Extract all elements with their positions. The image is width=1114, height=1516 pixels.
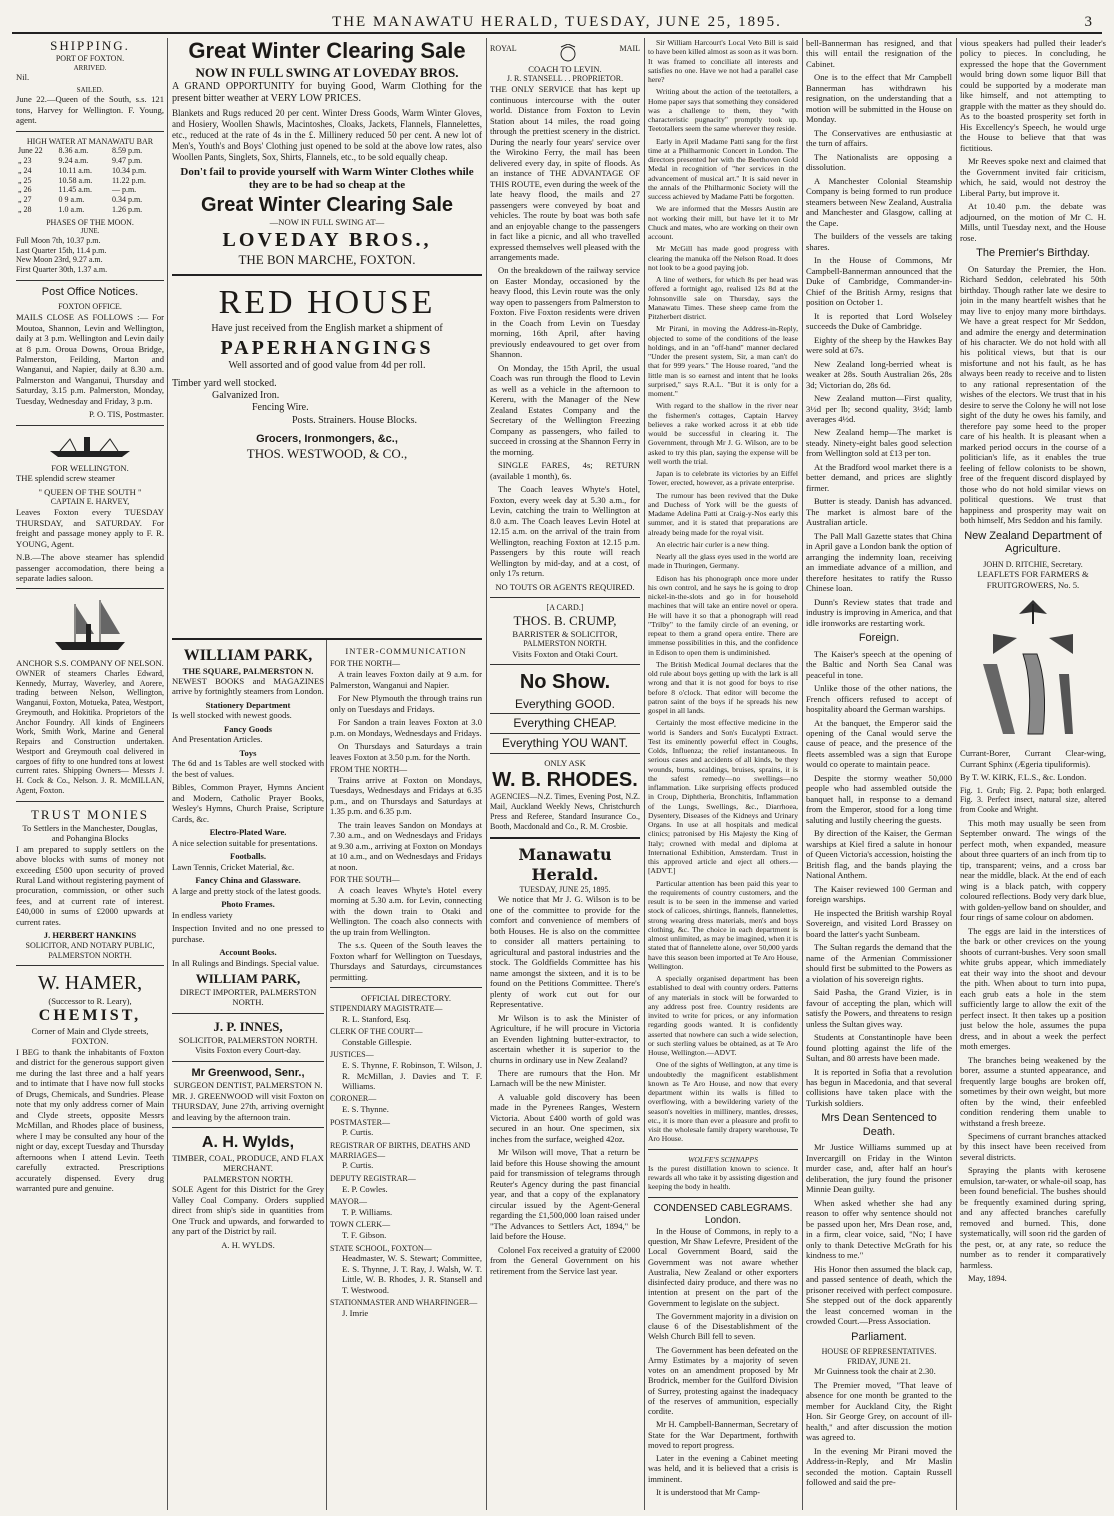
wellington-intro: THE splendid screw steamer bbox=[16, 473, 116, 484]
agriculture-text-2: The eggs are laid in the interstices of the bark or other crevices on the young shoots of currant-bushes. Very soon small white grubs appear, which immediately eat their way into the shoot and devour the pith. When about to turn into pupa, each grub eats a hole in the stem sufficiently large to allow the exit of the perfect insect. It then takes up a position just below the hole, assumes the pupa dress, and in about a week the perfect moth emerges. bbox=[960, 925, 1106, 1052]
red-house-item: Fencing Wire. bbox=[252, 402, 309, 414]
column-rule bbox=[644, 38, 645, 1510]
tide-cell: „ 24 bbox=[18, 165, 32, 175]
news-item: The Sultan regards the demand that the name of the Armenian Commissioner should first be submitted to the Powers as a violation of his sovereign rights. bbox=[806, 942, 952, 984]
news-item: In the House of Commons, Mr Campbell-Bannerman announced that the Duke of Cambridge, Commander-in-Chief of the British Army, resigns that position on October 1. bbox=[806, 255, 952, 308]
news-item: Butter is steady. Danish has advanced. The market is almost bare of the Australian article. bbox=[806, 496, 952, 528]
tide-cell: 0 9 a.m. bbox=[58, 195, 85, 205]
arrived-text: Nil. bbox=[16, 72, 30, 83]
sale-text: A GRAND OPPORTUNITY for buying Good, Warm Clothing for the present bitter weather at VERY LOW PRICES. bbox=[172, 80, 482, 104]
post-office: FOXTON OFFICE. bbox=[58, 302, 122, 312]
directory-items bbox=[330, 1004, 482, 1319]
tide-row bbox=[16, 156, 164, 166]
news-item: The Kaiser's speech at the opening of the Baltic and North Sea Canal was peaceful in tone. bbox=[806, 648, 952, 680]
herald-text-3: There are rumours that the Hon. Mr Larnach will be the new Minister. bbox=[490, 1068, 640, 1089]
inter-item: For Sandon a train leaves Foxton at 3.0 p.m. on Mondays, Wednesdays and Fridays. bbox=[330, 717, 482, 738]
red-house-heading: RED HOUSE bbox=[218, 283, 436, 321]
cable-text-6: It is understood that Mr Camp- bbox=[656, 1487, 760, 1497]
directory-heading: STATIONMASTER AND WHARFINGER— bbox=[330, 1298, 478, 1308]
news-item: When asked whether she had any reason to offer why sentence should not be passed upon her, Mrs Dean rose, and, in a firm, clear voice, said, "No; I have only to thank Detective McGrath for his kindness to me." bbox=[806, 1197, 952, 1261]
arrived-label: ARRIVED. bbox=[73, 63, 107, 72]
column-3 bbox=[490, 38, 640, 1510]
tide-cell: — p.m. bbox=[111, 185, 137, 195]
innes-text: SOLICITOR, PALMERSTON NORTH. Visits Foxton every Court-day. bbox=[178, 1034, 318, 1056]
wylds-city: PALMERSTON NORTH. bbox=[203, 1173, 293, 1184]
red-house-item: Timber yard well stocked. bbox=[172, 378, 277, 390]
directory-heading: JUSTICES— bbox=[330, 1050, 374, 1060]
news-item: A Manchester Colonial Steamship Company is being formed to run produce steamers between New Zealand, Australia and Manchester and Glasgow, calling at the Cape. bbox=[806, 175, 952, 228]
crump-name: THOS. B. CRUMP, bbox=[513, 612, 617, 628]
park-item-text: Bibles, Common Prayer, Hymns Ancient and Modern, Catholic Prayer Books, Wesley's Hymns, Church Praise, Scripture Cards, &c. bbox=[172, 782, 324, 824]
inter-item: The s.s. Queen of the South leaves the Foxton wharf for Wellington on Tuesdays, Thursdays and Saturdays, circumstances permitting. bbox=[330, 940, 482, 982]
news-item: New Zealand long-berried wheat is weaker at 28s. South Australian 26s, 28s 3d; Victorian do, 28s 6d. bbox=[806, 358, 952, 390]
mail-fares: SINGLE FARES, 4s; RETURN (available 1 month), 6s. bbox=[490, 460, 640, 481]
tide-table bbox=[16, 146, 164, 214]
park-item-text: In endless variety bbox=[172, 909, 233, 920]
park-item-heading: Toys bbox=[239, 747, 257, 758]
news-item: Writing about the action of the teetotallers, a Home paper says that something they considered was a challenge to them, they "with characteristic pugnacity" promptly took up. Teetotallers seem the same wherever they reside. bbox=[648, 87, 798, 134]
inter-south: FOR THE SOUTH— bbox=[330, 875, 400, 885]
news-item: An electric hair curler is a new thing. bbox=[656, 539, 770, 549]
directory-heading: DEPUTY REGISTRAR— bbox=[330, 1173, 416, 1183]
sailed-label: SAILED. bbox=[76, 85, 104, 94]
sale-items: Blankets and Rugs reduced 20 per cent. Winter Dress Goods, Warm Winter Gloves, and Hosiery, Woollen Shawls, Macintoshes, Cloaks, Jackets, Flannels, Flannelettes, etc., reduced at the rate of 4s in the £. Millinery reduced 50 per cent. A new lot of Men's, Youth's and Boys' Clothing just opened to be sold at the above low rates, also Woollen Pants, Singlets, Sox, Shirts, Flannels, etc., to be sold equally cheap. bbox=[172, 108, 482, 162]
cable-text-2: The Government majority in a division on clause 6 of the Disestablishment of the Welsh Church Bill fell to seven. bbox=[648, 1311, 798, 1342]
herald-text-2: Mr Wilson is to ask the Minister of Agriculture, if he will procure in Victoria an Evenden lightning butter-extractor, to ascertain whether it is superior to the churns in ordinary use in New Zealand? bbox=[490, 1012, 640, 1065]
park-item-text: Inspection Invited and no one pressed to purchase. bbox=[172, 923, 324, 944]
news-item: vious speakers had pulled their leader's policy to pieces. In concluding, he expressed the hope that the Government would bring down some liquor Bill that could be supported by a moderate man like himself, and not attempting to grapple with the matter as they should do. As to the boasted prosperity set forth in His Excellency's Speech, he would urge the House to believe that that was fictitious. bbox=[960, 38, 1106, 153]
wylds-sign: A. H. WYLDS. bbox=[221, 1239, 275, 1250]
herald-text-4: A valuable gold discovery has been made in the Pyrenees Ranges, Western Victoria. About £400 worth of gold was secured in an hour. One specimen, six inches from the surface, weighed 42oz. bbox=[490, 1091, 640, 1144]
column-6 bbox=[960, 38, 1106, 1510]
shipping-heading: SHIPPING. bbox=[50, 38, 130, 53]
news-item: Mr Justice Williams summed up at Invercargill on Friday in the Winton murder case, and, after half an hour's deliberation, the jury found the prisoner Minnie Dean guilty. bbox=[806, 1142, 952, 1195]
parliament-heading: Parliament. bbox=[851, 1330, 907, 1343]
agriculture-heading: New Zealand Department of Agriculture. bbox=[964, 529, 1102, 556]
news-item: Edison has his phonograph once more under his own control, and he says he is going to drop nickel-in-the-slots and go in for household machines that will take an entire novel or opera. He will have it so that a phonograph will read "Trilby" to the family circle of an evening, or repeat to them a grand opera entire. There are immense possibilities in this, and the confidence in Edison to open them is undiminished. bbox=[648, 573, 798, 657]
cable-text-5: Later in the evening a Cabinet meeting was held, and it is believed that a crisis is imminent. bbox=[648, 1454, 798, 1484]
news-item: A specially organised department has been established to deal with country orders. Patterns of any materials in stock will be forwarded to any address post free. Country residents are invited to write for prices, or any information regarding goods wanted. It is confidently asserted that nowhere can such a wide selection, or such sterling values be obtained, as at Te Aro House, Wellington.—ADVT. bbox=[648, 974, 798, 1057]
only-ask: ONLY ASK bbox=[544, 757, 586, 768]
schnapps-text: Is the purest distillation known to science. It rewards all who take it by assisting digestion and keeping the body in health. bbox=[648, 1163, 798, 1192]
inter-north: FOR THE NORTH— bbox=[330, 659, 401, 669]
everything-want: Everything YOU WANT. bbox=[490, 734, 640, 754]
sale-bold: Don't fail to provide yourself with Warm Winter Clothes while they are to be had so cheap at the bbox=[180, 165, 474, 192]
column-rule bbox=[486, 38, 487, 1510]
column-1 bbox=[16, 38, 164, 1510]
news-item: Dunn's Review states that trade and industry is improving in America, and that idle ironworks are restarting work. bbox=[806, 596, 952, 628]
news-item: One is to the effect that Mr Campbell Bannerman has withdrawn his resignation, on the understanding that a motion will be submitted in the House on Monday. bbox=[806, 72, 952, 125]
hamer-sub: (Successor to R. Leary), bbox=[48, 995, 132, 1006]
inter-from-items bbox=[330, 775, 482, 872]
news-item: At the Bradford wool market there is a better demand, and prices are slightly firmer. bbox=[806, 461, 952, 493]
agencies-text: AGENCIES—N.Z. Times, Evening Post, N.Z. Mail, Auckland Weekly News, Christchurch Press and Referee, Standard Insurance Co., Booth, Macdonald and Co., R. M. Crosbie. bbox=[490, 792, 640, 831]
directory-heading: REGISTRAR OF BIRTHS, DEATHS AND MARRIAGES— bbox=[330, 1140, 471, 1160]
inter-items bbox=[330, 669, 482, 762]
cable-london: London. bbox=[704, 1214, 742, 1226]
park-item-heading: Footballs. bbox=[229, 851, 267, 862]
news-item: The British Medical Journal declares that the old rule about boys getting up with the lark is all wrong and that it is not good for boys to rise before 8 o'clock. That editor will become the patron saint of the boys if he spreads his new gospel in all lands. bbox=[648, 659, 798, 715]
red-house-list bbox=[172, 378, 482, 427]
red-house-sub: Have just received from the English market a shipment of bbox=[211, 323, 443, 335]
herald-text-6: Colonel Fox received a gratuity of £2000 from the General Government on his retirement from the Service last year. bbox=[490, 1244, 640, 1276]
tide-cell: 9.47 p.m. bbox=[111, 156, 143, 166]
red-house-firm: THOS. WESTWOOD, & CO., bbox=[246, 446, 408, 462]
mail-text-2: On the breakdown of the railway service on Easter Monday, occasioned by the heavy flood, this Levin route was the only way open to passengers from Palmerston to Foxton. Five Foxton residents were driven in the Coach from Levin on Tuesday morning, 16th April, after having previously endeavoured to get over from Shannon. bbox=[490, 265, 640, 360]
mail-touts: NO TOUTS OR AGENTS REQUIRED. bbox=[495, 581, 635, 592]
wellington-captain: CAPTAIN E. HARVEY, bbox=[50, 497, 130, 507]
news-item: His Honor then assumed the black cap, and passed sentence of death, which the prisoner received with perfect composure. She stepped out of the dock apparently the least concerned woman in the crowded Court.—Press Association. bbox=[806, 1263, 952, 1327]
tide-cell: June 22 bbox=[18, 146, 43, 156]
news-item: At the banquet, the Emperor said the opening of the Canal would serve the cause of peace, and the presence of the fleets assembled was a sign that Europe would co operate to maintain peace. bbox=[806, 717, 952, 770]
directory-value: E. P. Cowles. bbox=[342, 1183, 388, 1194]
tide-heading: HIGH WATER AT MANAWATU BAR bbox=[26, 136, 154, 146]
inter-item: A coach leaves Whyte's Hotel every morning at 5.30 a.m. for Levin, connecting with the down train to Otaki and Wellington. The coach also connects with the up train from Wellington. bbox=[330, 884, 482, 937]
tide-cell: 10.11 a.m. bbox=[58, 165, 93, 175]
mail-royal: ROYAL bbox=[490, 44, 517, 53]
park-item-text: The 6d and 1s Tables are well stocked with the best of values. bbox=[172, 758, 324, 779]
directory-value: E. S. Thynne. bbox=[342, 1104, 389, 1115]
agriculture-caption: Currant-Borer, Currant Clear-wing, Currant Sphinx (Ægeria tipuliformis). bbox=[960, 748, 1106, 769]
column-rule bbox=[326, 640, 327, 1510]
foreign-heading: Foreign. bbox=[858, 632, 900, 645]
directory-heading: TOWN CLERK— bbox=[330, 1220, 391, 1230]
masthead bbox=[12, 14, 1102, 34]
agriculture-text: This moth may usually be seen from September onward. The wings of the perfect moth, when expanded, measure about three quarters of an inch from tip to tip, transparent; veins, and a cross bar near the middle, black. At the end of each wing is a black patch, with coppery coloured reflections. Body very dark blue, with golden-yellow band on shoulder, and four rings of same colour on abdomen. bbox=[960, 817, 1106, 923]
column-2-right bbox=[330, 646, 482, 1510]
innes-heading: J. P. INNES, bbox=[213, 1018, 283, 1034]
ship-icon bbox=[40, 431, 140, 459]
mail-coach: COACH TO LEVIN. bbox=[528, 64, 602, 74]
trust-sign: J. HERBERT HANKINS bbox=[43, 930, 137, 941]
moon-phase: Full Moon 7th, 10.37 p.m. bbox=[16, 235, 101, 245]
news-item: Mr Guinness took the chair at 2.30. bbox=[814, 1366, 936, 1377]
tide-cell: „ 23 bbox=[18, 156, 32, 166]
everything-good: Everything GOOD. bbox=[490, 695, 640, 715]
herald-logo: Manawatu Herald. bbox=[518, 845, 612, 884]
directory-value: E. S. Thynne, F. Robinson, T. Wilson, J. R. McMillan, J. Davies and T. F. Williams. bbox=[342, 1060, 482, 1091]
directory-value: J. Imrie bbox=[342, 1308, 369, 1319]
red-house-paper: PAPERHANGINGS bbox=[220, 336, 434, 359]
page-number: 3 bbox=[1084, 14, 1094, 30]
moon-phase: First Quarter 30th, 1.37 a.m. bbox=[16, 265, 108, 275]
park-item-heading: Fancy Goods bbox=[224, 723, 272, 734]
news-item: Particular attention has been paid this year to the requirements of country customers, and the result is to be seen in the immense and varied stock of calicoes, shirtings, flannels, flannelettes, strong wearing dress materials, men's and boys clothing, &c. The choice in each department is almost unlimited, as may be imagined, when it is stated that of flannelette alone, over 50,000 yards have this season been imported at Te Aro House, Wellington. bbox=[648, 878, 798, 971]
herald-date: TUESDAY, JUNE 25, 1895. bbox=[519, 884, 611, 894]
cable-text: In the House of Commons, in reply to a question, Mr Shaw Lefevre, President of the Local Government Board, said the Government was not aware whether Australia, New Zealand or other exporters disinfected dairy produce, and there was no intention at present on the part of the Government to legislate on the subject. bbox=[648, 1226, 798, 1308]
park-item-text: And Presentation Articles. bbox=[172, 734, 263, 745]
tide-cell: 0.34 p.m. bbox=[111, 195, 143, 205]
tide-cell: 9.24 a.m. bbox=[58, 156, 89, 166]
red-house-item: Galvanized Iron. bbox=[212, 390, 280, 402]
directory-value: Headmaster, W. S. Stewart; Committee, E. S. Thynne, J. T. Ray, J. Walsh, W. T. Little, W. B. Rhodes, J. R. Stansell and T. Westwood. bbox=[342, 1253, 482, 1295]
birthday-text: On Saturday the Premier, the Hon. Richard Seddon, celebrated his 50th birthday. Though rather late we desire to join in the many heartfelt wishes that he may live to enjoy many more birthdays. We have a great respect for Mr Seddon, and admire the energy and determination of his character. We do not hold with all his political views, but that is our misfortune and not his fault, as he has always been ready to receive and to listen to any rational representation of the wishes of the electors. We trust that in his desire to serve the Colony he will not lose sight of the duty he owes his family, and therefore pay some heed to the proper care of his health. It is pleasant when a marked period occurs in the course of a politician's life, as it enables the true feeling of fellow colonists to be shown, free of the frequent discord displayed by those who do not hold similar views on political questions. We trust that happiness and prosperity may wait on both himself, Mrs Seddon and his family. bbox=[960, 263, 1106, 526]
park-item-text: A large and pretty stock of the latest goods. bbox=[172, 885, 322, 896]
mail-text: THE ONLY SERVICE that has kept up continuous intercourse with the outer world. Distance from Foxton to Levin Station about 14 miles, the road going through the prettiest scenery in the district. During the nearly four years' service over the Wirokino Ferry, the mail has been delivered every day, in spite of floods. As an instance of THE ADVANTAGE OF THIS ROUTE, even during the week of the late heavy flood, the mails and 27 passengers were conveyed by boat and vehicles. The route by boat was both safe and an enjoyable change to the passengers in fact like a picnic, and all who travelled expressed themselves well pleased with the arrangements made. bbox=[490, 84, 640, 262]
red-house-item: Posts. Strainers. House Blocks. bbox=[292, 414, 417, 426]
directory-heading: CLERK OF THE COURT— bbox=[330, 1027, 423, 1037]
news-item: With regard to the shallow in the river near the fishermen's cottages, Captain Harvey believes a rake worked across it at ebb tide would be successful in clearing it. The Government, through Mr J. G. Wilson, are to be asked to try this plan, saying the expense will be well worth the trial. bbox=[648, 401, 798, 466]
sale-address: THE BON MARCHE, FOXTON. bbox=[238, 251, 416, 267]
noshow-heading: No Show. bbox=[519, 671, 611, 694]
hamer-address: Corner of Main and Clyde streets, FOXTON. bbox=[31, 1025, 149, 1047]
tide-row bbox=[16, 195, 164, 205]
news-item: Mr McGill has made good progress with clearing the manuka off the Nelson Road. It does not look to be a good paying job. bbox=[648, 244, 798, 272]
news-item: Mr Reeves spoke next and claimed that the Government invited fair criticism, which, he said, would not destroy the Liberal Party, but improve it. bbox=[960, 156, 1106, 198]
dean-heading: Mrs Dean Sentenced to Death. bbox=[821, 1112, 937, 1138]
news-item: Eighty of the sheep by the Hawkes Bay were sold at 67s. bbox=[806, 334, 952, 356]
park-footer-2: DIRECT IMPORTER, PALMERSTON NORTH. bbox=[179, 986, 317, 1008]
news-item: Students at Constantinople have been found plotting against the life of the Sultan, and 80 arrests have been made. bbox=[806, 1032, 952, 1064]
news-item: It is reported that Lord Wolseley succeeds the Duke of Cambridge. bbox=[806, 310, 952, 332]
news-item: New Zealand mutton—First quality, 3½d per lb; second quality, 3½d; lamb averages 4½d. bbox=[806, 393, 952, 424]
mail-text-3: On Monday, the 15th April, the usual Coach was run through the flood to Levin as well as a vehicle in the afternoon to Kereru, with the Manager of the New Zealand Estates Company and the Secretary of the Wellington Freezing Company as passengers, who failed to succeed in crossing at the Shannon Ferry in the morning. bbox=[490, 362, 640, 457]
park-text: NEWEST BOOKS and MAGAZINES arrive by fortnightly steamers from London. bbox=[172, 676, 324, 697]
column-rule bbox=[956, 38, 957, 1510]
wylds-heading: A. H. Wylds, bbox=[201, 1134, 295, 1152]
moon-phase: Last Quarter 15th, 11.4 p.m. bbox=[16, 245, 107, 255]
parliament-house: HOUSE OF REPRESENTATIVES. bbox=[821, 1346, 937, 1356]
trust-sign-2: SOLICITOR, AND NOTARY PUBLIC, PALMERSTON NORTH. bbox=[25, 940, 155, 960]
tide-cell: 1.0 a.m. bbox=[58, 204, 85, 214]
news-item: Japan is to celebrate its victories by an Eiffel Tower, erected, however, as a private enterprise. bbox=[648, 469, 798, 488]
news-item: The rumour has been revived that the Duke and Duchess of York will be the guests of Madame Adelina Patti at Craig-y-Nos early this summer, and it is stated that preparations are already being made for the royal visit. bbox=[648, 490, 798, 537]
moon-phase: New Moon 23rd, 9.27 a.m. bbox=[16, 255, 103, 265]
tide-row bbox=[16, 205, 164, 215]
inter-from: FROM THE NORTH— bbox=[330, 765, 408, 775]
hamer-trade: CHEMIST, bbox=[38, 1007, 142, 1025]
news-item: The Conservatives are enthusiastic at the turn of affairs. bbox=[806, 127, 952, 149]
news-item: Nearly all the glass eyes used in the world are made in Thuringen, Germany. bbox=[648, 552, 798, 571]
inter-heading: INTER-COMMUNICATION bbox=[345, 646, 467, 656]
news-item: Said Pasha, the Grand Vizier, is in favour of accepting the plan, which will satisfy the Powers, and threatens to resign unless the Sultan gives way. bbox=[806, 987, 952, 1029]
column-rule bbox=[802, 38, 803, 1510]
park-item-text: Lawn Tennis, Cricket Material, &c. bbox=[172, 861, 295, 872]
tide-cell: „ 27 bbox=[18, 195, 32, 205]
inter-item: A train leaves Foxton daily at 9 a.m. for Palmerston, Wanganui and Napier. bbox=[330, 669, 482, 690]
moon-heading: PHASES OF THE MOON. bbox=[46, 217, 134, 227]
wylds-sub: TIMBER, COAL, PRODUCE, AND FLAX MERCHANT. bbox=[172, 1152, 324, 1174]
mail-mail: MAIL bbox=[619, 44, 640, 53]
red-house-value: Well assorted and of good value from 4d per roll. bbox=[228, 359, 426, 371]
everything-cheap: Everything CHEAP. bbox=[490, 714, 640, 734]
column-2-ads bbox=[172, 38, 482, 638]
wellington-text: Leaves Foxton every TUESDAY THURSDAY, and SATURDAY. For freight and passage money apply to F. R. YOUNG, Agent. bbox=[16, 507, 164, 549]
wellington-nb: N.B.—The above steamer has splendid passenger accomodation, there being a separate ladies saloon. bbox=[16, 552, 164, 583]
inter-south-items bbox=[330, 885, 482, 982]
column-2-left bbox=[172, 646, 324, 1510]
anchor-text: OWNER of steamers Charles Edward, Kennedy, Murray, Waverley, and Aorere, trading between Nelson, Wellington, Wanganui, Foxton, Motueka, Patea, Westport, Greymouth, and Hokitika. Proprietors of the Anchor Foundry. All kinds of Engineers Work, Smith Work, Marine and General Repairs and Construction undertaken. Westport and Greymouth coal delivered in cargoes of fifty to one hundred tons at lowest current rates. Shipping Owners— Messrs J. H. Cock & Co., Nelson. J. R. McMILLAN, Agent, Foxton. bbox=[16, 668, 164, 795]
park-item-text: In all Rulings and Bindings. Special value. bbox=[172, 957, 320, 968]
currant-borer-illustration bbox=[973, 594, 1093, 744]
crump-title: BARRISTER & SOLICITOR, bbox=[512, 628, 618, 639]
wylds-text: SOLE Agent for this District for the Grey Valley Coal Company. Orders supplied direct from ship's side in quantities from One Truck and upwards, and forwarded to any part of the District by rail. bbox=[172, 1184, 324, 1237]
steamer-illustration bbox=[50, 594, 130, 654]
trust-sub: To Settlers in the Manchester, Douglas, and Pohangina Blocks bbox=[22, 822, 158, 844]
agriculture-text-3: The branches being weakened by the borer, assume a stunted appearance, and frequently large boughs are broken off, sometimes by their own weight, but more often by the wind, their enfeebled condition rendering them unable to withstand a fresh breeze. bbox=[960, 1054, 1106, 1128]
tide-cell: „ 26 bbox=[18, 185, 32, 195]
news-item: The Nationalists are opposing a dissolution. bbox=[806, 151, 952, 173]
news-item: Mr Pirani, in moving the Address-in-Reply, objected to some of the conditions of the lease holdings, and in an "off-hand" manner declared "Under the present system, Sir, a man can't do that for 999 years." The House roared, "and the little man is so earnest and intent that he looks surprised," says R.A.L. "But it is only for a moment." bbox=[648, 324, 798, 398]
hamer-heading: W. HAMER, bbox=[37, 972, 143, 995]
column-4 bbox=[648, 38, 798, 1510]
news-item: The Pall Mall Gazette states that China in April gave a London bank the option of arranging the indemnity loan, receiving an immediate advance of a million, and therefore hesitates to ratify the Russo Chinese loan. bbox=[806, 530, 952, 594]
sale-heading: Great Winter Clearing Sale bbox=[188, 38, 466, 63]
crump-city: PALMERSTON NORTH. bbox=[523, 639, 607, 649]
agriculture-date: May, 1894. bbox=[968, 1273, 1007, 1284]
masthead-title: THE MANAWATU HERALD, TUESDAY, JUNE 25, 1895. bbox=[332, 14, 782, 30]
tide-row bbox=[16, 176, 164, 186]
directory-heading: STIPENDIARY MAGISTRATE— bbox=[330, 1003, 443, 1013]
news-item: Unlike those of the other nations, the French officers refused to accept of hospitality aboard the German warships. bbox=[806, 683, 952, 715]
agriculture-author: By T. W. KIRK, F.L.S., &c. London. bbox=[960, 772, 1087, 783]
tide-cell: 10.34 p.m. bbox=[111, 165, 147, 175]
tide-cell: 8.36 a.m. bbox=[58, 146, 89, 156]
news-item: Despite the stormy weather 50,000 people who had assembled outside the banquet hall, in response to a demand from the Emperor, stood for a long time saluting and lustily cheering the guests. bbox=[806, 772, 952, 825]
agriculture-leaflet: LEAFLETS FOR FARMERS & FRUITGROWERS, No. 5. bbox=[977, 569, 1089, 590]
news-item: Sir William Harcourt's Local Veto Bill is said to have been killed almost as soon as it was born. It was framed to conciliate all interests and satisfies no one. Have we not had a parallel case here? bbox=[648, 38, 798, 84]
inter-item: For New Plymouth the through trains run only on Tuesdays and Fridays. bbox=[330, 693, 482, 714]
sale-heading-2: Great Winter Clearing Sale bbox=[200, 193, 454, 216]
tide-cell: 11.22 p.m. bbox=[111, 175, 146, 185]
moon-phases bbox=[16, 236, 164, 275]
park-item-heading: Account Books. bbox=[219, 947, 277, 958]
directory-value: Constable Gillespie. bbox=[342, 1036, 412, 1047]
tide-row bbox=[16, 185, 164, 195]
birthday-heading: The Premier's Birthday. bbox=[976, 247, 1090, 260]
tide-row bbox=[16, 166, 164, 176]
park-item-heading: Electro-Plated Ware. bbox=[209, 827, 287, 838]
directory-value: T. F. Gibson. bbox=[342, 1230, 387, 1241]
sailed-text: June 22.—Queen of the South, s.s. 121 tons, Harvey for Wellington. F. Young, agent. bbox=[16, 94, 164, 126]
news-item: One of the sights of Wellington, at any time is undoubtedly the magnificent establishment known as Te Aro House, and now that every department within its walls is filled to overflowing, with a bewildering variety of the season's novelties in millinery, mantles, dresses, etc., it is more than ever a pleasure and profit to visit the wholesale family drapery warehouse, Te Aro House. bbox=[648, 1060, 798, 1144]
port-label: PORT OF FOXTON. bbox=[55, 53, 125, 63]
royal-crest-icon bbox=[555, 44, 581, 64]
tide-cell: 8.59 p.m. bbox=[111, 146, 143, 156]
inter-item: The train leaves Sandon on Mondays at 7.30 a.m., and on Wednesdays and Fridays at 9.30 a.m., arriving at Foxton on Mondays at 10 a.m., and on Wednesdays and Fridays at noon. bbox=[330, 819, 482, 872]
park-address: THE SQUARE, PALMERSTON N. bbox=[182, 665, 314, 676]
greenwood-text: MR. J. GREENWOOD will visit Foxton on THURSDAY, June 27th, arriving overnight and leaving by the afternoon train. bbox=[172, 1090, 324, 1122]
tide-cell: 11.45 a.m. bbox=[58, 185, 93, 195]
post-text: MAILS CLOSE AS FOLLOWS :— For Moutoa, Shannon, Levin and Wellington, daily at 3 p.m. Wellington and Levin daily at 8 p.m. Oroua Downs, Oroua Bridge, Palmerston, Feilding, Marton and Wanganui, and Napier, daily at 8.30 a.m. Palmerston and Wanganui, Thursday and Saturday, 3.15 p.m. Palmerston, Monday, Tuesday, Wednesday and Friday, 3 p.m. bbox=[16, 312, 164, 406]
post-sign: P. O. TIS, Postmaster. bbox=[88, 409, 164, 420]
news-item: We are informed that the Messrs Austin are not working their mill, but have let it to Mr Chuck and mates, who are working on their own account. bbox=[648, 204, 798, 241]
news-item: By direction of the Kaiser, the German warships at Kiel fired a salute in honour of Queen Victoria's accession, hoisting the British flag, and the bands playing the National Anthem. bbox=[806, 828, 952, 881]
moon-month: JUNE. bbox=[80, 227, 100, 236]
wellington-heading: FOR WELLINGTON. bbox=[51, 462, 129, 473]
news-item: bell-Bannerman has resigned, and that this will entail the resignation of the Cabinet. bbox=[806, 38, 952, 69]
column-5 bbox=[806, 38, 952, 1510]
hamer-text: I BEG to thank the inhabitants of Foxton and district for the generous support given me during the last three and a half years and to intimate that I have now full stocks of Drugs, Chemicals, and Sundries. Please note that my only address corner of Main and Clyde streets, opposite Messrs McMillan, and Rhodes place of business, where I may be consulted any hour of the night or day, except Tuesday and Thursday afternoons when I attend Levin. Teeth carefully extracted. Prescriptions accurately dispensed. Every drug warranted pure and genuine. bbox=[16, 1046, 164, 1194]
parliament-date: FRIDAY, JUNE 21. bbox=[847, 1356, 911, 1366]
directory-value: R. L. Stanford, Esq. bbox=[342, 1013, 411, 1024]
tide-row bbox=[16, 146, 164, 156]
post-heading: Post Office Notices. bbox=[41, 285, 139, 298]
greenwood-sub: SURGEON DENTIST, PALMERSTON N. bbox=[173, 1080, 323, 1091]
park-footer: WILLIAM PARK, bbox=[195, 971, 301, 987]
mail-text-4: The Coach leaves Whyte's Hotel, Foxton, every week day at 5.30 a.m., for Levin, catching the train to Wellington at 8.0 a.m. The Coach leaves Levin Hotel at 12.15 a.m. on the arrival of the train from Wellington, reaching Foxton at 12.15 p.m. Passengers by this route will reach Wellington by mid-day, and at a cost, of only 17s return. bbox=[490, 484, 640, 579]
inter-item: On Thursdays and Saturdays a train leaves Foxton at 3.50 p.m. for the North. bbox=[330, 741, 482, 762]
directory-heading: MAYOR— bbox=[330, 1197, 368, 1207]
crump-visit: Visits Foxton and Otaki Court. bbox=[512, 648, 618, 659]
agriculture-secretary: JOHN D. RITCHIE, Secretary. bbox=[983, 559, 1083, 569]
directory-heading: CORONER— bbox=[330, 1094, 377, 1104]
card-label: [A CARD.] bbox=[546, 603, 584, 612]
news-item: In the evening Mr Pirani moved the Address-in-Reply, and Mr Maslin seconded the motion. Captain Russell followed and said the pre- bbox=[806, 1445, 952, 1488]
tide-cell: „ 25 bbox=[18, 175, 32, 185]
schnapps-heading: WOLFE'S SCHNAPPS bbox=[688, 1154, 758, 1164]
agriculture-figures: Fig. 1. Grub; Fig. 2. Papa; both enlarged. Fig. 3. Perfect insect, natural size, altered from Cooke and Wright. bbox=[960, 785, 1106, 815]
park-item-text: A nice selection suitable for presentations. bbox=[172, 837, 318, 848]
anchor-heading: ANCHOR S.S. COMPANY OF NELSON. bbox=[16, 658, 164, 669]
trust-text: I am prepared to supply settlers on the above blocks with sums of money not exceeding £500 upon security of proved Rural Land without registering payment of procuration, commission, or other such fees, and at current rate of interest. £40,000 in sums of £2000 upwards at current rates. bbox=[16, 843, 164, 927]
mail-proprietor: J. R. STANSELL . . PROPRIETOR. bbox=[506, 74, 624, 84]
herald-text: We notice that Mr J. G. Wilson is to be one of the committee to provide for the comfort and convenience of members of both Houses. He is also on the committee to consider all matters pertaining to agricultural and pastoral industries and the stock. The Goldfields Committee has his name amongst the sixteen, and it is to be found on the Petitions Committee. There's plenty of work cut out for our Representative. bbox=[490, 894, 640, 1010]
sale-firm: LOVEDAY BROS., bbox=[222, 228, 432, 251]
park-item-heading: Stationery Department bbox=[205, 699, 291, 710]
park-item-text: Is well stocked with newest goods. bbox=[172, 710, 292, 721]
directory-value: P. Curtis. bbox=[342, 1160, 374, 1171]
directory-value: P. Curtis. bbox=[342, 1127, 374, 1138]
park-item-heading: Fancy China and Glassware. bbox=[195, 875, 301, 886]
greenwood-heading: Mr Greenwood, Senr., bbox=[191, 1066, 305, 1079]
herald-text-5: Mr Wilson will move, That a return be laid before this House showing the amount paid for transmission of telegrams through Reuter's Agency during the past financial year, and that a copy of the explanatory circular issued by the Agent-General regarding the £1,500,000 loan raised under "The Advances to Settlers Act, 1894," be laid before the House. bbox=[490, 1147, 640, 1242]
agriculture-text-4: Specimens of currant branches attacked by this insect have been received from several districts. bbox=[960, 1131, 1106, 1162]
tide-cell: 1.26 p.m. bbox=[111, 204, 143, 214]
sale-now: —NOW IN FULL SWING AT— bbox=[269, 217, 385, 228]
tide-cell: „ 28 bbox=[18, 204, 32, 214]
column-rule bbox=[167, 38, 168, 1510]
sale-subheading: NOW IN FULL SWING AT LOVEDAY BROS. bbox=[195, 64, 459, 80]
park-item-heading: Photo Frames. bbox=[221, 899, 275, 910]
cable-heading: CONDENSED CABLEGRAMS. bbox=[653, 1202, 793, 1214]
news-item: It is reported in Sofia that a revolution has begun in Macedonia, and that several collisions have taken place with the Turkish soldiers. bbox=[806, 1066, 952, 1108]
advertisement: Certainly the most effective medicine in the world is Sanders and Son's Eucalypti Extract. Test its eminently powerful effect in Coughs, Colds, Influenza; the relief instantaneous. In serious cases and accidents of all kinds, be they wounds, burns, scaldings, bruises, sprains, it is the safest remedy—no swellings—no inflammation. Like surprising effects produced in Croup, Diphtheria, Bronchitis, Inflammation of the Lungs, Swellings, &c., Diarrhoea, Dysentery, Diseases of the Kidneys and Urinary Organs. In use at all hospitals and medical clinics; patronised by His Majesty the King of Italy; crowned with medal and diploma at International Exhibition, Amsterdam. Trust in this approved article and eject all others.—[ADVT.] bbox=[648, 718, 798, 876]
news-item: Early in April Madame Patti sang for the first time at a Philharmonic Concert in London. The directors presented her with the Beethoven Gold Medal in recognition of "her services in the advancement of musical art." It is said never in the annals of the Philharmonic Society will the success achieved by Madame Patti be forgotten. bbox=[648, 136, 798, 201]
agriculture-text-5: Spraying the plants with kerosene emulsion, tar-water, or whale-oil soap, has been found beneficial. The bushes should be frequently examined during spring, and any affected branches carefully removed and burned. This, done systematically, will soon rid the garden of the pest, or, at any rate, so reduce the number as to render it comparatively harmless. bbox=[960, 1165, 1106, 1270]
wellington-ship: " QUEEN OF THE SOUTH " bbox=[38, 486, 142, 497]
directory-value: T. P. Williams. bbox=[342, 1206, 393, 1217]
park-items bbox=[172, 700, 324, 968]
news-item: The builders of the vessels are taking shares. bbox=[806, 231, 952, 252]
red-house-grocers: Grocers, Ironmongers, &c., bbox=[256, 432, 398, 445]
directory-heading: OFFICIAL DIRECTORY. bbox=[360, 993, 452, 1004]
news-item: He inspected the British warship Royal Sovereign, and visited Lord Brassey on board the latter's yacht Sunbeam. bbox=[806, 907, 952, 939]
directory-heading: POSTMASTER— bbox=[330, 1117, 391, 1127]
cable-text-3: The Government has been defeated on the Army Estimates by a majority of seven votes on an amendment proposed by Mr Brodrick, member for the Guilford Division of Surrey, protesting against the inadequacy of the reserves of ammunition, especially cordite. bbox=[648, 1345, 798, 1417]
divider bbox=[172, 638, 482, 640]
cable-text-4: Mr H. Campbell-Bannerman, Secretary of State for the War Department, forthwith moved to report progress. bbox=[648, 1420, 798, 1450]
news-item: At 10.40 p.m. the debate was adjourned, on the motion of Mr C. H. Mills, until Tuesday next, and the House rose. bbox=[960, 201, 1106, 243]
news-item: The Kaiser reviewed 100 German and foreign warships. bbox=[806, 883, 952, 905]
news-item: A line of wethers, for which 8s per head was offered a fortnight ago, realised 12s 8d at the Johnsonville sale on Thursday, says the Manawatu Times. These sheep came from the Pitzherbert district. bbox=[648, 275, 798, 321]
tide-cell: 10.58 a.m. bbox=[58, 175, 93, 185]
trust-heading: TRUST MONIES bbox=[30, 806, 150, 822]
park-heading: WILLIAM PARK, bbox=[183, 647, 313, 664]
news-item: The Premier moved, "That leave of absence for one month be granted to the member for Auckland City, the Right Hon. Sir George Grey, on account of ill-health," and after discussion the motion was agreed to. bbox=[806, 1379, 952, 1443]
inter-item: Trains arrive at Foxton on Mondays, Tuesdays, Wednesdays and Fridays at 6.35 p.m., and on Thursdays and Saturdays at 1.35 p.m. and 6.35 p.m. bbox=[330, 774, 482, 817]
rhodes-name: W. B. RHODES. bbox=[492, 769, 638, 792]
news-item: New Zealand hemp—The market is steady. Ninety-eight bales good selection from Wellington sold at £13 per ton. bbox=[806, 427, 952, 459]
directory-heading: STATE SCHOOL, FOXTON— bbox=[330, 1243, 432, 1253]
